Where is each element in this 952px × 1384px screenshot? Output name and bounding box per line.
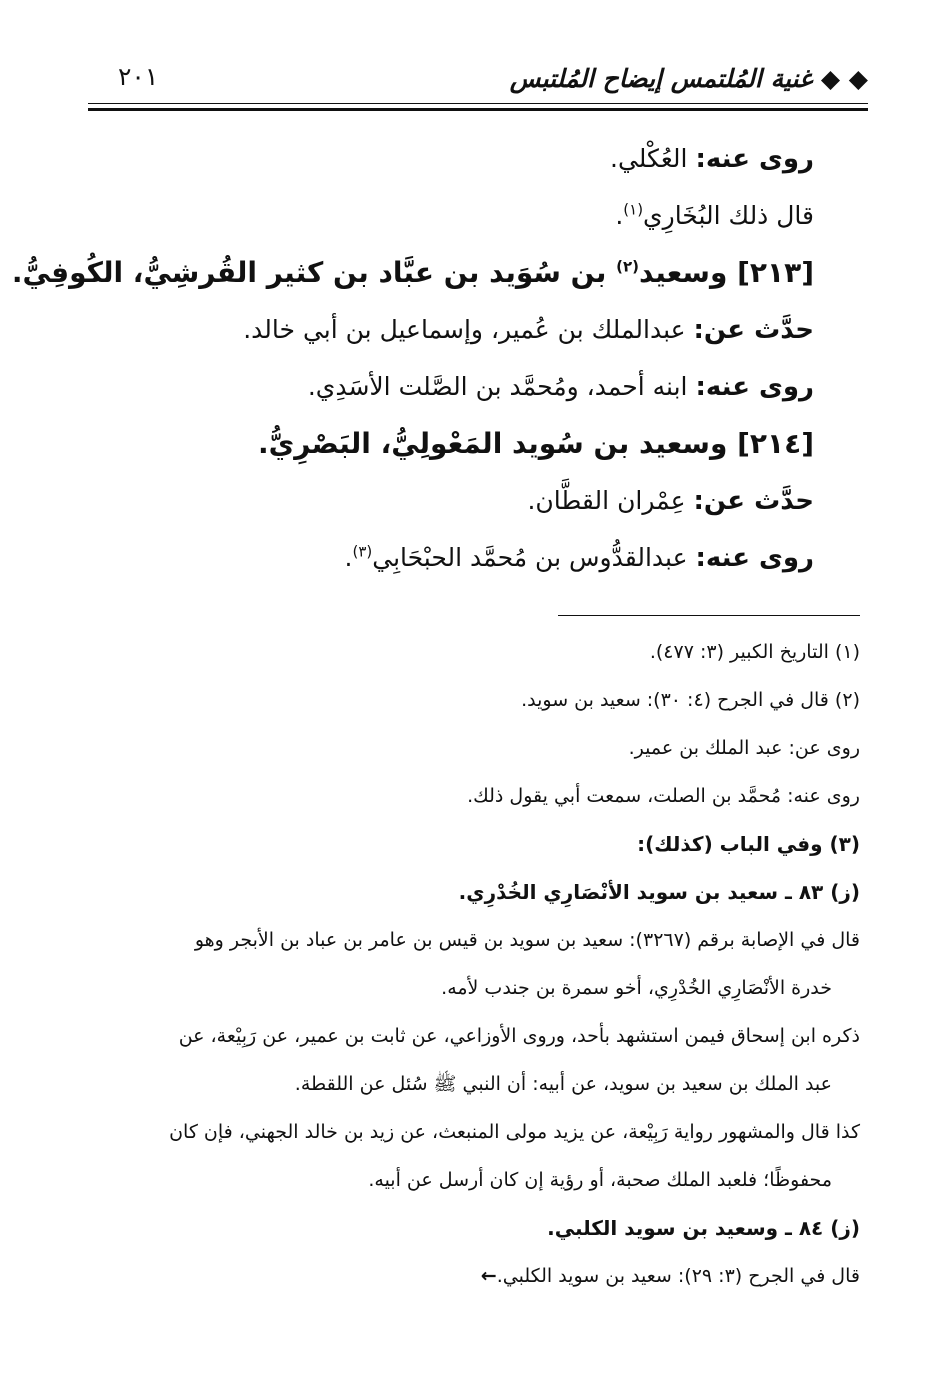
page-number: ٢٠١ bbox=[118, 62, 159, 91]
line-text-end: . bbox=[615, 201, 624, 230]
footnote-2-line: روى عن: عبد الملك بن عمير. bbox=[628, 737, 860, 759]
line-text-end: . bbox=[344, 543, 353, 572]
footnote-3-line: ذكره ابن إسحاق فيمن استشهد بأحد، وروى الأوزاعي، عن ثابت بن عمير، عن رَبِيْعة، عن bbox=[178, 1025, 860, 1047]
line-text: العُكْلي. bbox=[610, 144, 696, 173]
footnote-3-last-text: قال في الجرح (٣: ٢٩): سعيد بن سويد الكلبي. bbox=[496, 1265, 860, 1287]
header-rule-thin bbox=[88, 103, 868, 104]
narrators-line bbox=[130, 130, 814, 187]
narrators-line bbox=[130, 529, 814, 586]
footnote-3: (٣) وفي الباب (كذلك): bbox=[637, 832, 860, 856]
footnote-3-entry-83: (ز) ٨٣ ـ سعيد بن سويد الأنْصَارِي الخُدْرِي. bbox=[458, 880, 860, 904]
line-label: حدَّث عن: bbox=[693, 315, 814, 345]
line-text: عِمْران القطَّان. bbox=[527, 486, 694, 515]
narrators-line bbox=[130, 358, 814, 415]
line-label: حدَّث عن: bbox=[693, 486, 814, 516]
footnote-3-line: خدرة الأنْصَارِي الخُدْرِي، أخو سمرة بن جندب لأمه. bbox=[441, 977, 832, 999]
footnote-3-line: محفوظًا؛ فلعبد الملك صحبة، أو رؤية إن كان أرسل عن أبيه. bbox=[368, 1169, 832, 1191]
line-text: قال ذلك البُخَارِي bbox=[643, 201, 814, 230]
line-text: عبدالقدُّوس بن مُحمَّد الحبْحَابِي bbox=[372, 543, 696, 572]
entry-heading: [٢١٣] وسعيد bbox=[639, 256, 814, 289]
footnote-1: (١) التاريخ الكبير (٣: ٤٧٧). bbox=[649, 641, 860, 663]
line-label: روى عنه: bbox=[695, 144, 814, 174]
footnote-2: (٢) قال في الجرح (٤: ٣٠): سعيد بن سويد. bbox=[521, 689, 860, 711]
footnote-2-line: روى عنه: مُحمَّد بن الصلت، سمعت أبي يقول ذلك. bbox=[467, 785, 860, 807]
footnote-3-line: عبد الملك بن سعيد بن سويد، عن أبيه: أن النبي ﷺ سُئل عن اللقطة. bbox=[294, 1073, 832, 1095]
page-header bbox=[88, 60, 868, 100]
attribution-line bbox=[130, 187, 814, 244]
narrated-from-line bbox=[130, 472, 814, 529]
line-text: ابنه أحمد، ومُحمَّد بن الصَّلت الأسَدِي. bbox=[307, 372, 696, 401]
footnote-ref-2: (٢) bbox=[616, 257, 640, 276]
running-title: ◆ ◆ غنية المُلتمس إيضاح المُلتبس bbox=[509, 64, 868, 93]
entry-heading-rest: بن سُوَيد بن عبَّاد بن كثير القُرشِيُّ، الكُوفِيُّ. bbox=[11, 256, 617, 289]
narrated-from-line bbox=[130, 301, 814, 358]
footnote-3-entry-84: (ز) ٨٤ ـ وسعيد بن سويد الكلبي. bbox=[547, 1216, 860, 1240]
line-label: روى عنه: bbox=[695, 372, 814, 402]
footnote-3-last-line bbox=[78, 1252, 860, 1300]
main-text bbox=[11, 130, 814, 586]
entry-214-heading bbox=[130, 415, 814, 472]
footnote-3-line: كذا قال والمشهور رواية رَبِيْعة، عن يزيد مولى المنبعث، عن زيد بن خالد الجهني، فإن كان bbox=[169, 1121, 860, 1143]
header-rule-thick bbox=[88, 108, 868, 111]
footnote-separator bbox=[558, 615, 860, 616]
continuation-arrow-icon: ← bbox=[480, 1265, 497, 1287]
entry-213-heading bbox=[11, 244, 814, 301]
line-text: عبدالملك بن عُمير، وإسماعيل بن أبي خالد. bbox=[243, 315, 694, 344]
line-label: روى عنه: bbox=[695, 543, 814, 573]
footnotes bbox=[78, 628, 860, 1300]
entry-heading: [٢١٤] وسعيد بن سُويد المَعْولِيُّ، البَصْرِيُّ. bbox=[257, 427, 814, 460]
footnote-3-line: قال في الإصابة برقم (٣٢٦٧): سعيد بن سويد بن قيس بن عامر بن عباد بن الأبجر وهو bbox=[194, 929, 860, 951]
footnote-ref-1: (١) bbox=[623, 200, 644, 219]
footnote-ref-3: (٣) bbox=[352, 542, 373, 561]
